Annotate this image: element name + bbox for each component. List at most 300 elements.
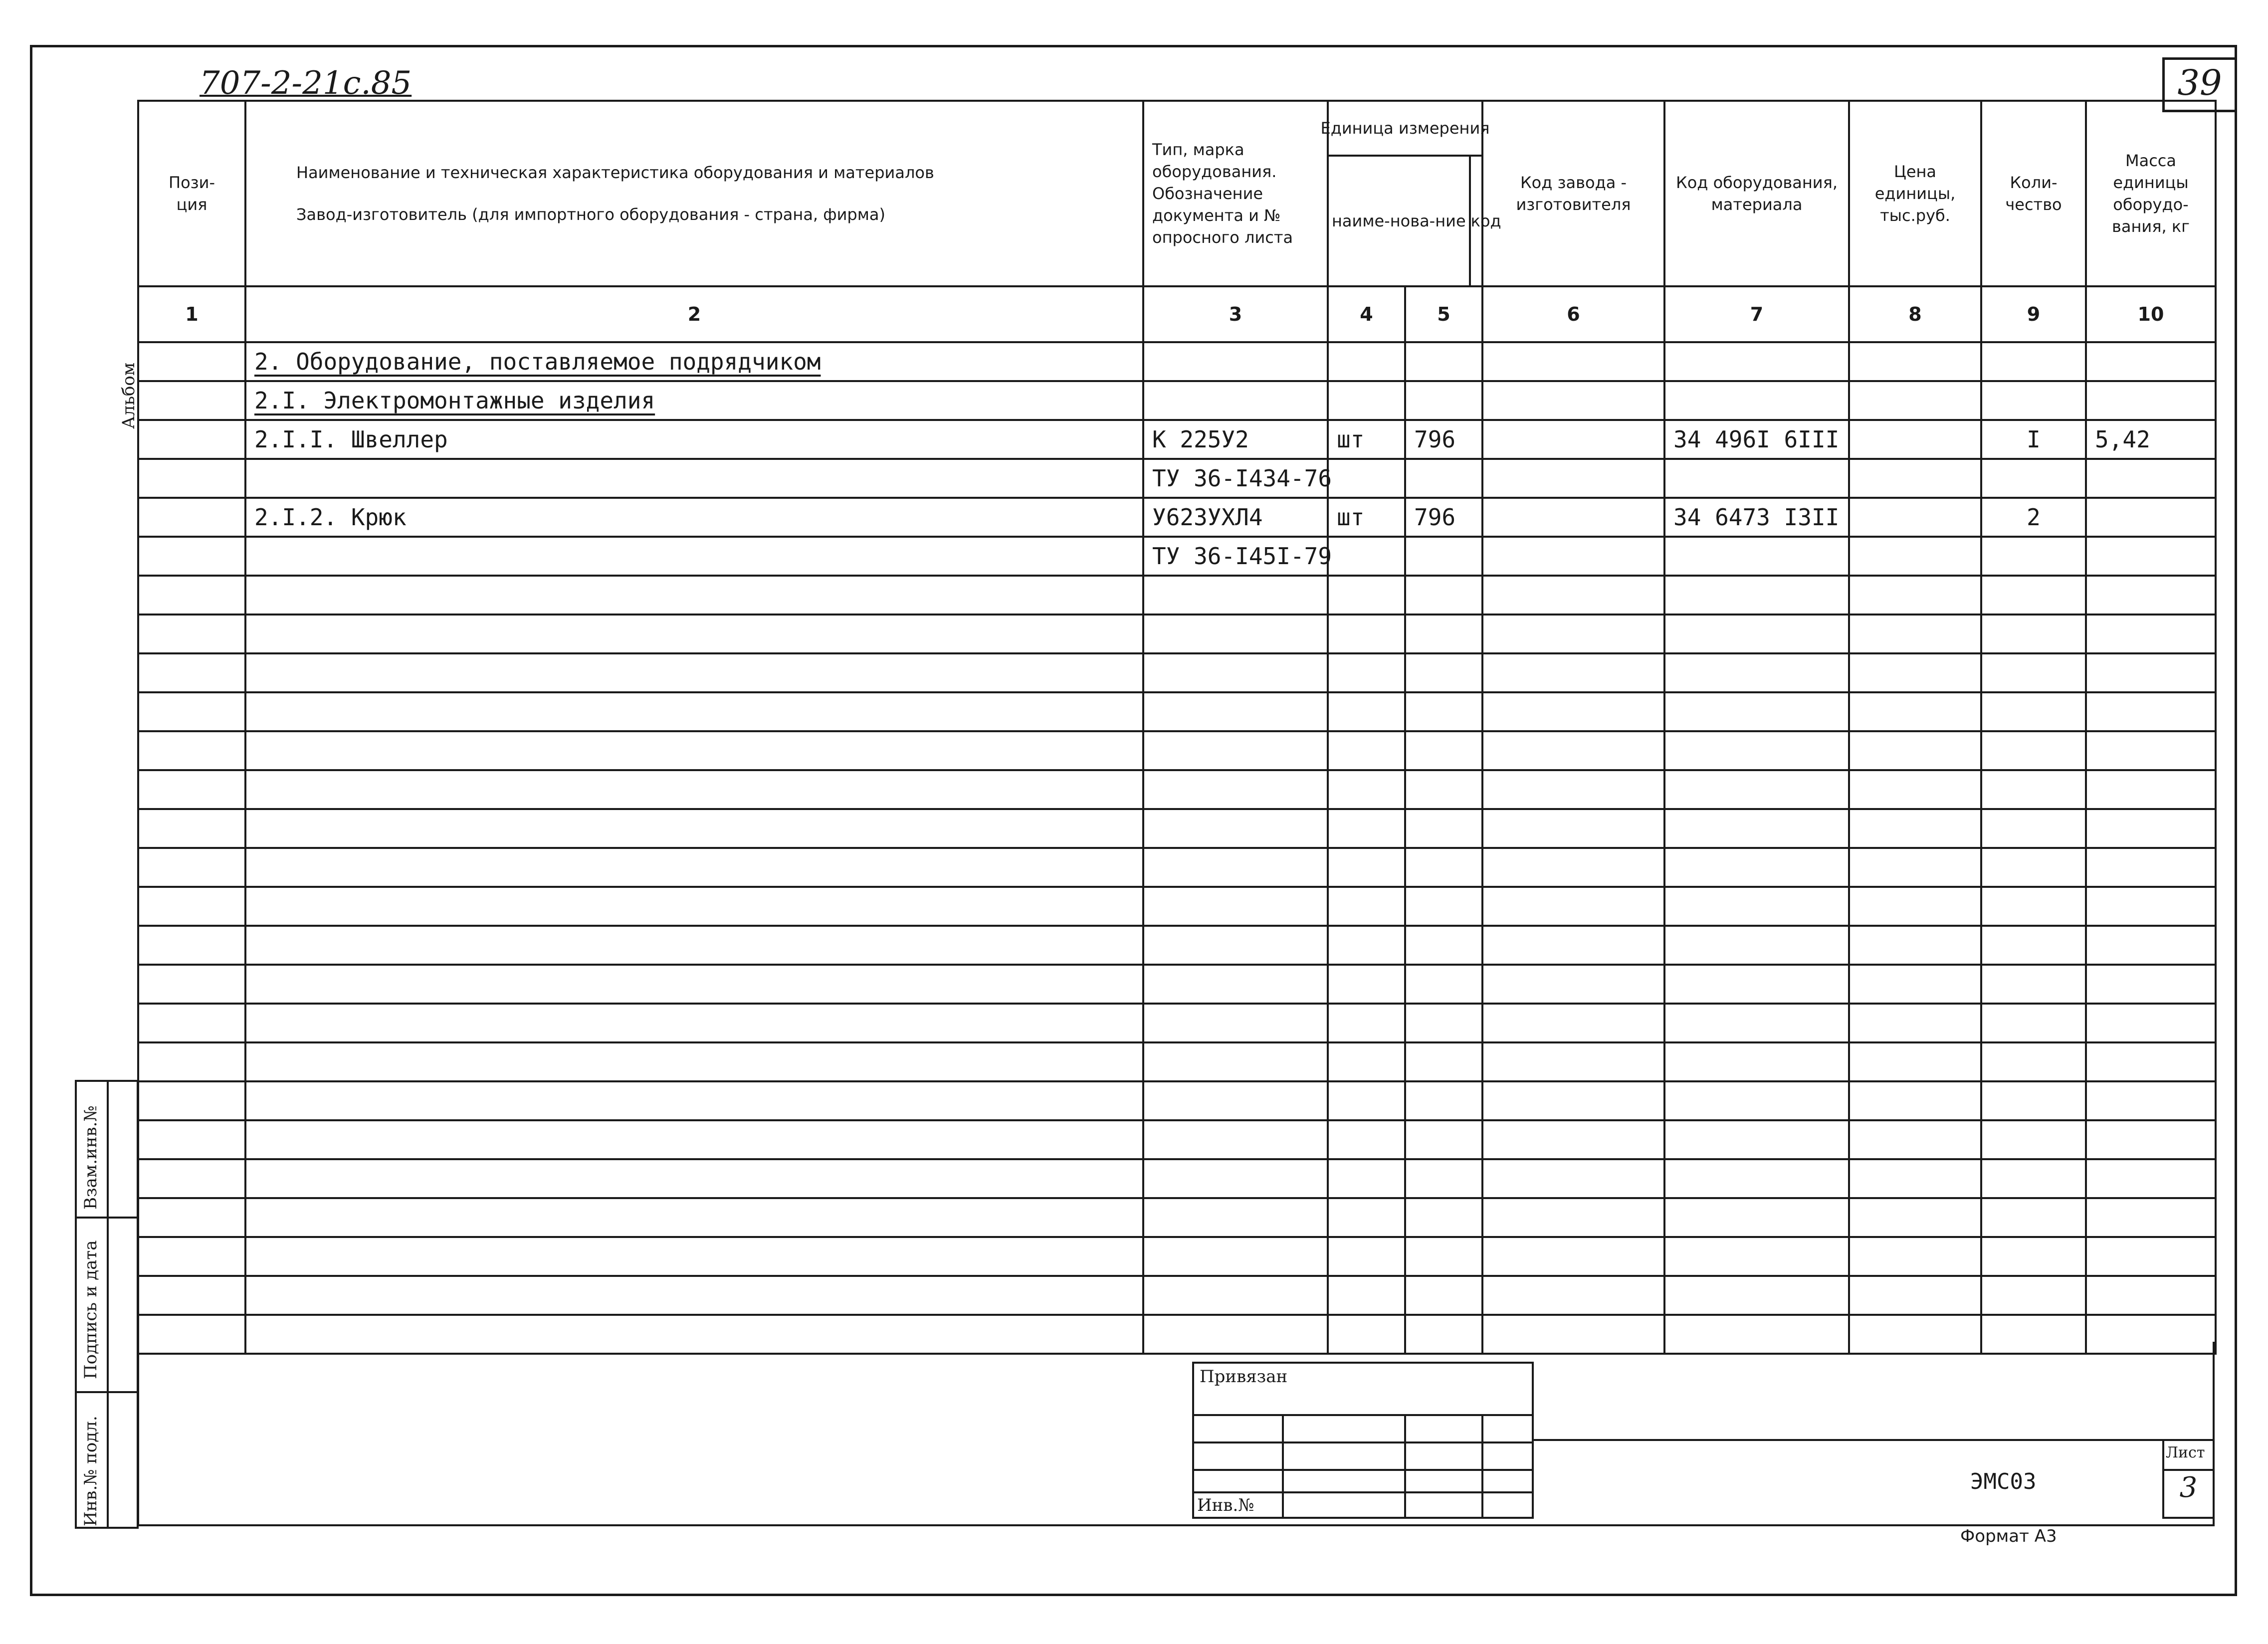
row-material-code [1664, 1120, 1849, 1159]
row-unit-code [1405, 1159, 1482, 1198]
header-quantity: Коли-чество [1981, 101, 2086, 286]
row-position [138, 965, 245, 1004]
row-type [1143, 498, 1328, 537]
row-plant-code [1482, 537, 1664, 576]
column-number: 10 [2086, 286, 2216, 342]
row-price [1849, 965, 1981, 1004]
project-code: 707-2-21с.85 [200, 65, 412, 102]
row-price [1849, 1120, 1981, 1159]
binding-label: Привязан [1200, 1367, 1288, 1387]
empty-table-row [138, 965, 2216, 1004]
row-unit-code [1405, 1198, 1482, 1237]
row-plant-code [1482, 615, 1664, 653]
row-type [1143, 1004, 1328, 1042]
row-unit-name [1328, 342, 1405, 381]
row-plant-code [1482, 1081, 1664, 1120]
row-unit-name [1328, 770, 1405, 809]
bottom-frame [137, 1342, 2215, 1526]
row-price [1849, 342, 1981, 381]
row-price [1849, 809, 1981, 848]
row-name-text: 2.I.2. Крюк [254, 504, 407, 531]
empty-table-row [138, 731, 2216, 770]
header-unit-title: Единица измерения [1329, 102, 1481, 157]
row-unit-code [1405, 965, 1482, 1004]
row-material-code [1664, 1237, 1849, 1276]
row-plant-code [1482, 1159, 1664, 1198]
table-row [138, 420, 2216, 459]
row-unit-code [1405, 537, 1482, 576]
row-quantity [1981, 926, 2086, 965]
row-unit-name [1328, 887, 1405, 926]
row-mass [2086, 615, 2216, 653]
header-material-code: Код оборудования, материала [1664, 101, 1849, 286]
row-material-code [1664, 537, 1849, 576]
row-name [245, 653, 1143, 692]
row-type-text: ТУ 36-I45I-79 [1152, 543, 1332, 570]
empty-table-row [138, 653, 2216, 692]
row-material-code [1664, 965, 1849, 1004]
specification-table [137, 100, 2217, 1355]
row-name [245, 1237, 1143, 1276]
row-material-code [1664, 731, 1849, 770]
header-unit-code: код [1470, 211, 1501, 230]
header-row [138, 101, 2216, 286]
row-position [138, 653, 245, 692]
row-mass [2086, 1198, 2216, 1237]
row-unit-name-text: шт [1337, 426, 1365, 453]
row-position [138, 1276, 245, 1315]
row-material-code [1664, 420, 1849, 459]
row-material-code-text: 34 496I 6III [1673, 426, 1840, 453]
row-quantity [1981, 965, 2086, 1004]
row-position [138, 887, 245, 926]
row-type [1143, 848, 1328, 887]
sheet-label: Лист [2166, 1444, 2205, 1461]
row-price [1849, 1081, 1981, 1120]
row-position [138, 926, 245, 965]
header-position: Пози- ция [138, 101, 245, 286]
row-mass [2086, 498, 2216, 537]
row-material-code [1664, 576, 1849, 615]
row-quantity [1981, 1159, 2086, 1198]
row-unit-code [1405, 576, 1482, 615]
replacement-inventory-label: Взам.инв.№ [81, 1105, 101, 1210]
empty-table-row [138, 1276, 2216, 1315]
row-mass [2086, 537, 2216, 576]
header-type: Тип, марка оборудования. Обозначение документа и № опросного листа [1143, 101, 1328, 286]
column-number: 4 [1328, 286, 1405, 342]
row-mass [2086, 653, 2216, 692]
row-unit-code [1405, 498, 1482, 537]
row-mass [2086, 381, 2216, 420]
row-mass [2086, 926, 2216, 965]
row-mass [2086, 848, 2216, 887]
empty-table-row [138, 926, 2216, 965]
row-plant-code [1482, 1042, 1664, 1081]
row-quantity [1981, 731, 2086, 770]
empty-table-row [138, 1120, 2216, 1159]
empty-table-row [138, 1198, 2216, 1237]
column-number: 7 [1664, 286, 1849, 342]
row-price [1849, 1276, 1981, 1315]
row-plant-code [1482, 731, 1664, 770]
row-unit-name [1328, 1081, 1405, 1120]
row-plant-code [1482, 498, 1664, 537]
empty-table-row [138, 576, 2216, 615]
row-price [1849, 653, 1981, 692]
row-name [245, 731, 1143, 770]
row-unit-code [1405, 848, 1482, 887]
inventory-number-label: Инв.№ [1197, 1495, 1254, 1515]
row-material-code [1664, 1042, 1849, 1081]
row-mass [2086, 420, 2216, 459]
row-unit-code-text: 796 [1414, 426, 1456, 453]
row-quantity [1981, 809, 2086, 848]
row-unit-name [1328, 653, 1405, 692]
row-plant-code [1482, 809, 1664, 848]
row-plant-code [1482, 381, 1664, 420]
row-plant-code [1482, 848, 1664, 887]
row-material-code [1664, 381, 1849, 420]
row-quantity [1981, 381, 2086, 420]
row-unit-name [1328, 809, 1405, 848]
row-price [1849, 692, 1981, 731]
album-label: Альбом [119, 362, 139, 429]
header-name-line2: Завод-изготовитель (для импортного оборудования - страна, фирма) [296, 205, 885, 224]
row-mass-text: 5,42 [2095, 426, 2150, 453]
header-plant-code: Код завода - изготовителя [1482, 101, 1664, 286]
column-number: 6 [1482, 286, 1664, 342]
column-number: 3 [1143, 286, 1328, 342]
sheet-number: 3 [2179, 1471, 2198, 1504]
row-name [245, 809, 1143, 848]
row-mass [2086, 887, 2216, 926]
column-number: 2 [245, 286, 1143, 342]
row-mass [2086, 342, 2216, 381]
row-quantity [1981, 420, 2086, 459]
row-unit-code [1405, 1120, 1482, 1159]
row-plant-code [1482, 1004, 1664, 1042]
row-position [138, 731, 245, 770]
row-type [1143, 692, 1328, 731]
row-material-code [1664, 887, 1849, 926]
row-material-code [1664, 1159, 1849, 1198]
column-number: 9 [1981, 286, 2086, 342]
row-mass [2086, 1276, 2216, 1315]
row-mass [2086, 1004, 2216, 1042]
row-position [138, 381, 245, 420]
row-type [1143, 615, 1328, 653]
row-mass [2086, 1120, 2216, 1159]
row-mass [2086, 1237, 2216, 1276]
row-position [138, 1120, 245, 1159]
row-mass [2086, 965, 2216, 1004]
row-type [1143, 926, 1328, 965]
header-name [245, 101, 1143, 286]
row-price [1849, 926, 1981, 965]
row-mass [2086, 770, 2216, 809]
row-plant-code [1482, 887, 1664, 926]
empty-table-row [138, 809, 2216, 848]
row-quantity [1981, 459, 2086, 498]
row-position [138, 848, 245, 887]
row-plant-code [1482, 1237, 1664, 1276]
row-price [1849, 381, 1981, 420]
table-row [138, 537, 2216, 576]
row-type [1143, 1237, 1328, 1276]
row-price [1849, 887, 1981, 926]
signature-date-label: Подпись и дата [81, 1240, 101, 1379]
row-material-code [1664, 459, 1849, 498]
row-unit-name [1328, 576, 1405, 615]
row-name [245, 1042, 1143, 1081]
row-position [138, 809, 245, 848]
row-name [245, 576, 1143, 615]
row-price [1849, 1159, 1981, 1198]
row-material-code [1664, 926, 1849, 965]
row-unit-name [1328, 848, 1405, 887]
row-unit-code [1405, 1237, 1482, 1276]
row-unit-name [1328, 692, 1405, 731]
row-unit-code [1405, 926, 1482, 965]
row-quantity [1981, 537, 2086, 576]
row-position [138, 1198, 245, 1237]
row-position [138, 576, 245, 615]
row-plant-code [1482, 1198, 1664, 1237]
row-position [138, 459, 245, 498]
row-name [245, 381, 1143, 420]
row-position [138, 1042, 245, 1081]
row-quantity [1981, 770, 2086, 809]
row-type [1143, 731, 1328, 770]
row-quantity [1981, 1198, 2086, 1237]
row-type [1143, 809, 1328, 848]
row-unit-code [1405, 381, 1482, 420]
row-price [1849, 731, 1981, 770]
row-price [1849, 1237, 1981, 1276]
row-unit-code [1405, 653, 1482, 692]
row-unit-name [1328, 420, 1405, 459]
row-unit-name [1328, 1237, 1405, 1276]
row-plant-code [1482, 770, 1664, 809]
row-type [1143, 420, 1328, 459]
row-type [1143, 537, 1332, 576]
row-unit-code [1405, 731, 1482, 770]
row-material-code [1664, 615, 1849, 653]
row-name [245, 1120, 1143, 1159]
row-quantity [1981, 1042, 2086, 1081]
row-name [245, 692, 1143, 731]
row-quantity [1981, 848, 2086, 887]
row-position [138, 342, 245, 381]
row-mass [2086, 576, 2216, 615]
header-unit [1320, 101, 1501, 286]
row-name [245, 1081, 1143, 1120]
row-unit-name [1328, 965, 1405, 1004]
row-unit-code [1405, 342, 1482, 381]
row-name [245, 342, 1143, 381]
row-quantity [1981, 615, 2086, 653]
row-unit-code [1405, 1004, 1482, 1042]
row-name-text: 2.I.I. Швеллер [254, 426, 448, 453]
row-position [138, 1004, 245, 1042]
row-price [1849, 1004, 1981, 1042]
empty-table-row [138, 770, 2216, 809]
header-name-line1: Наименование и техническая характеристика оборудования и материалов [296, 163, 934, 182]
row-price [1849, 615, 1981, 653]
row-type [1143, 887, 1328, 926]
row-quantity [1981, 1237, 2086, 1276]
row-material-code [1664, 653, 1849, 692]
row-unit-code-text: 796 [1414, 504, 1456, 531]
row-mass [2086, 809, 2216, 848]
row-price [1849, 576, 1981, 615]
row-unit-code [1405, 1276, 1482, 1315]
row-material-code [1664, 1198, 1849, 1237]
row-name [245, 420, 1143, 459]
row-name [245, 965, 1143, 1004]
row-name [245, 615, 1143, 653]
table-row [138, 381, 2216, 420]
row-unit-code [1405, 1042, 1482, 1081]
header-price: Цена единицы, тыс.руб. [1849, 101, 1981, 286]
row-unit-name [1328, 381, 1405, 420]
row-mass [2086, 731, 2216, 770]
row-mass [2086, 459, 2216, 498]
row-position [138, 770, 245, 809]
row-unit-name [1328, 1198, 1405, 1237]
row-unit-name [1328, 1276, 1405, 1315]
column-number: 1 [138, 286, 245, 342]
row-name [245, 1198, 1143, 1237]
row-unit-code [1405, 420, 1482, 459]
row-quantity-text: I [2027, 426, 2041, 453]
row-unit-name [1328, 731, 1405, 770]
row-quantity [1981, 653, 2086, 692]
column-number-row [138, 286, 2216, 342]
row-type [1143, 1159, 1328, 1198]
table-row [138, 459, 2216, 498]
row-name [245, 498, 1143, 537]
row-unit-name [1328, 498, 1405, 537]
row-unit-code [1405, 1081, 1482, 1120]
row-type [1143, 1042, 1328, 1081]
empty-table-row [138, 887, 2216, 926]
row-unit-code [1405, 459, 1482, 498]
row-material-code [1664, 809, 1849, 848]
row-plant-code [1482, 576, 1664, 615]
row-name-text: 2.I. Электромонтажные изделия [254, 387, 655, 414]
row-type [1143, 965, 1328, 1004]
row-mass [2086, 1042, 2216, 1081]
row-unit-name [1328, 615, 1405, 653]
row-price [1849, 848, 1981, 887]
row-mass [2086, 1159, 2216, 1198]
empty-table-row [138, 848, 2216, 887]
row-type [1143, 342, 1328, 381]
row-name [245, 459, 1143, 498]
row-plant-code [1482, 692, 1664, 731]
row-quantity [1981, 342, 2086, 381]
row-position [138, 615, 245, 653]
page-number: 39 [2177, 62, 2222, 103]
row-quantity [1981, 576, 2086, 615]
column-number: 5 [1405, 286, 1482, 342]
row-name [245, 537, 1143, 576]
row-type [1143, 459, 1332, 498]
row-unit-code [1405, 692, 1482, 731]
row-unit-name [1328, 537, 1405, 576]
column-number: 8 [1849, 286, 1981, 342]
row-material-code-text: 34 6473 I3II [1673, 504, 1840, 531]
row-quantity [1981, 692, 2086, 731]
row-material-code [1664, 1276, 1849, 1315]
row-quantity [1981, 498, 2086, 537]
table-row [138, 342, 2216, 381]
empty-table-row [138, 1042, 2216, 1081]
row-name [245, 887, 1143, 926]
header-unit-name: наиме-нова-ние [1329, 157, 1471, 285]
row-price [1849, 770, 1981, 809]
row-plant-code [1482, 1276, 1664, 1315]
row-unit-name [1328, 926, 1405, 965]
row-price [1849, 537, 1981, 576]
row-unit-code [1405, 770, 1482, 809]
row-plant-code [1482, 420, 1664, 459]
row-unit-name [1328, 1042, 1405, 1081]
row-unit-name [1328, 1120, 1405, 1159]
empty-table-row [138, 692, 2216, 731]
row-name [245, 1276, 1143, 1315]
row-name [245, 770, 1143, 809]
row-unit-code [1405, 887, 1482, 926]
document-code: ЭМС03 [1970, 1469, 2037, 1494]
empty-table-row [138, 1237, 2216, 1276]
row-type [1143, 770, 1328, 809]
empty-table-row [138, 1081, 2216, 1120]
row-price [1849, 420, 1981, 459]
row-quantity [1981, 1081, 2086, 1120]
row-price [1849, 1042, 1981, 1081]
row-mass [2086, 1081, 2216, 1120]
header-mass: Масса единицы оборудо-вания, кг [2086, 101, 2216, 286]
row-type [1143, 1120, 1328, 1159]
row-price [1849, 498, 1981, 537]
row-material-code [1664, 1081, 1849, 1120]
row-type [1143, 653, 1328, 692]
row-plant-code [1482, 1120, 1664, 1159]
row-material-code [1664, 342, 1849, 381]
row-quantity [1981, 1276, 2086, 1315]
row-plant-code [1482, 342, 1664, 381]
row-unit-name [1328, 459, 1405, 498]
table-row [138, 498, 2216, 537]
row-material-code [1664, 848, 1849, 887]
row-material-code [1664, 1004, 1849, 1042]
row-position [138, 692, 245, 731]
format-label: Формат А3 [1960, 1526, 2057, 1546]
row-type [1143, 1276, 1328, 1315]
row-type [1143, 381, 1328, 420]
row-type [1143, 1198, 1328, 1237]
row-material-code [1664, 498, 1849, 537]
empty-table-row [138, 1159, 2216, 1198]
row-material-code [1664, 770, 1849, 809]
row-plant-code [1482, 926, 1664, 965]
row-position [138, 1237, 245, 1276]
row-price [1849, 1198, 1981, 1237]
row-type-text: К 225У2 [1152, 426, 1249, 453]
